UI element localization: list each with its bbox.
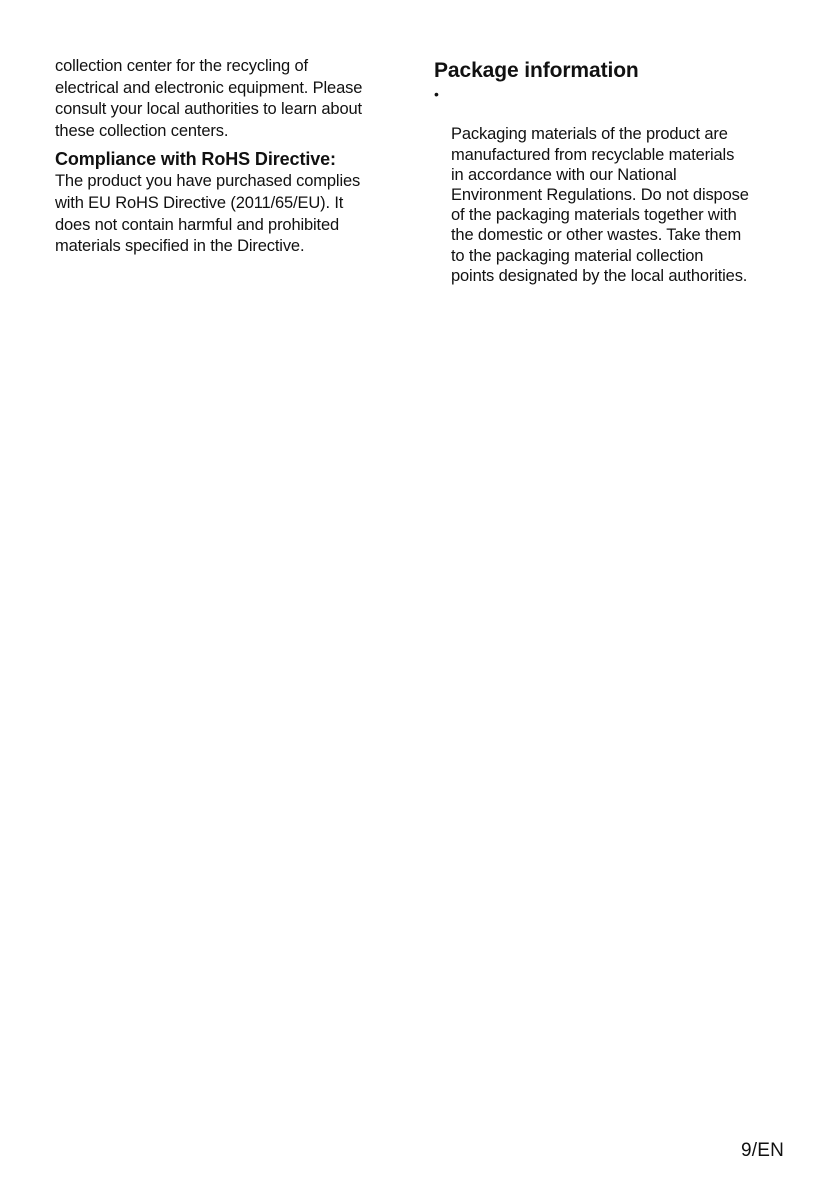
packaging-materials-text: Packaging materials of the product are manufactured from recyclable materials in accordance with our National Environment Regulations. Do not dispose of the packaging materials together with the domestic or other wastes. Take them to the packaging material collection points designated by the local authorities. — [451, 125, 749, 285]
right-column — [434, 56, 789, 286]
rohs-compliance-paragraph: The product you have purchased complies with EU RoHS Directive (2011/65/EU). It does not contain harmful and prohibited materials specified in the Directive. — [55, 172, 361, 256]
package-information-heading: Package information — [434, 59, 639, 82]
recycling-collection-paragraph: collection center for the recycling of electrical and electronic equipment. Please consult your local authorities to learn about these collection centers. — [55, 57, 363, 140]
bullet-icon: • — [434, 86, 439, 102]
page-number: 9/EN — [740, 1140, 784, 1161]
rohs-compliance-heading: Compliance with RoHS Directive: — [55, 149, 336, 170]
left-column — [55, 56, 405, 258]
package-information-list — [434, 84, 789, 286]
list-item — [434, 84, 789, 286]
